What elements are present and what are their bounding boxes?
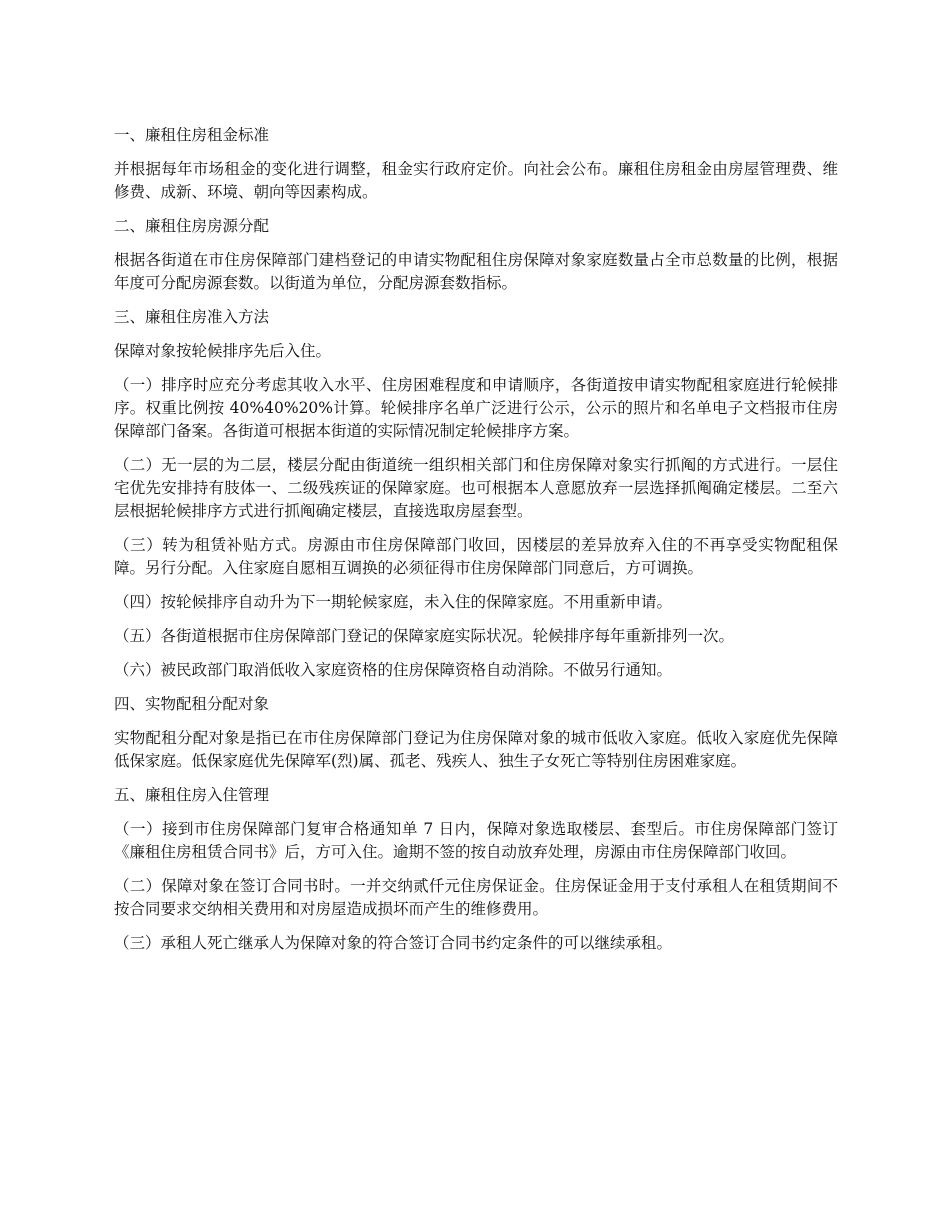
paragraph-mgmt-2-deposit: （二）保障对象在签订合同书时。一并交纳贰仟元住房保证金。住房保证金用于支付承租人在租赁期间不按合同要求交纳相关费用和对房屋造成损坏而产生的维修费用。	[114, 877, 838, 918]
section-heading-allocation-targets: 四、实物配租分配对象	[114, 695, 270, 713]
paragraph-target-families: 实物配租分配对象是指已在市住房保障部门登记为住房保障对象的城市低收入家庭。低收入家庭优先保障低保家庭。低保家庭优先保障军(烈)属、孤老、残疾人、独生子女死亡等特别住房困难家庭。	[114, 729, 838, 770]
paragraph-mgmt-3-succession: （三）承租人死亡继承人为保障对象的符合签订合同书约定条件的可以继续承租。	[114, 934, 673, 952]
section-heading-rent-standard: 一、廉租住房租金标准	[114, 126, 270, 144]
section-heading-admission-method: 三、廉租住房准入方法	[114, 308, 270, 326]
section-heading-housing-allocation: 二、廉租住房房源分配	[114, 217, 270, 235]
paragraph-queue-order: 保障对象按轮候排序先后入住。	[114, 342, 332, 360]
document-body	[114, 124, 838, 966]
paragraph-allocation-ratio: 根据各街道在市住房保障部门建档登记的申请实物配租住房保障对象家庭数量占全市总数量的比例，根据年度可分配房源套数。以街道为单位，分配房源套数指标。	[114, 251, 838, 292]
paragraph-item-3-subsidy: （三）转为租赁补贴方式。房源由市住房保障部门收回，因楼层的差异放弃入住的不再享受实物配租保障。另行分配。入住家庭自愿相互调换的必须征得市住房保障部门同意后，方可调换。	[114, 536, 838, 577]
paragraph-item-6-eligibility-removal: （六）被民政部门取消低收入家庭资格的住房保障资格自动消除。不做另行通知。	[114, 661, 673, 679]
paragraph-rent-composition: 并根据每年市场租金的变化进行调整，租金实行政府定价。向社会公布。廉租住房租金由房屋管理费、维修费、成新、环境、朝向等因素构成。	[114, 160, 838, 201]
paragraph-item-2-floor-lottery: （二）无一层的为二层，楼层分配由街道统一组织相关部门和住房保障对象实行抓阄的方式进行。一层住宅优先安排持有肢体一、二级残疾证的保障家庭。也可根据本人意愿放弃一层选择抓阄确定楼层。二至六层根据轮候排序方式进行抓阄确定楼层，直接选取房屋套型。	[114, 456, 838, 520]
paragraph-item-1-ranking: （一）排序时应充分考虑其收入水平、住房困难程度和申请顺序，各街道按申请实物配租家庭进行轮候排序。权重比例按 40%40%20%计算。轮候排序名单广泛进行公示，公示的照片和名单电子文档报市住房保障部门备案。各街道可根据本街道的实际情况制定轮候排序方案。	[114, 376, 838, 440]
paragraph-mgmt-1-contract: （一）接到市住房保障部门复审合格通知单 7 日内，保障对象选取楼层、套型后。市住房保障部门签订《廉租住房租赁合同书》后，方可入住。逾期不签的按自动放弃处理，房源由市住房保障部门收回。	[114, 820, 838, 861]
paragraph-item-5-annual-reorder: （五）各街道根据市住房保障部门登记的保障家庭实际状况。轮候排序每年重新排列一次。	[114, 627, 735, 645]
section-heading-occupancy-management: 五、廉租住房入住管理	[114, 786, 270, 804]
paragraph-item-4-next-round: （四）按轮候排序自动升为下一期轮候家庭，未入住的保障家庭。不用重新申请。	[114, 593, 673, 611]
